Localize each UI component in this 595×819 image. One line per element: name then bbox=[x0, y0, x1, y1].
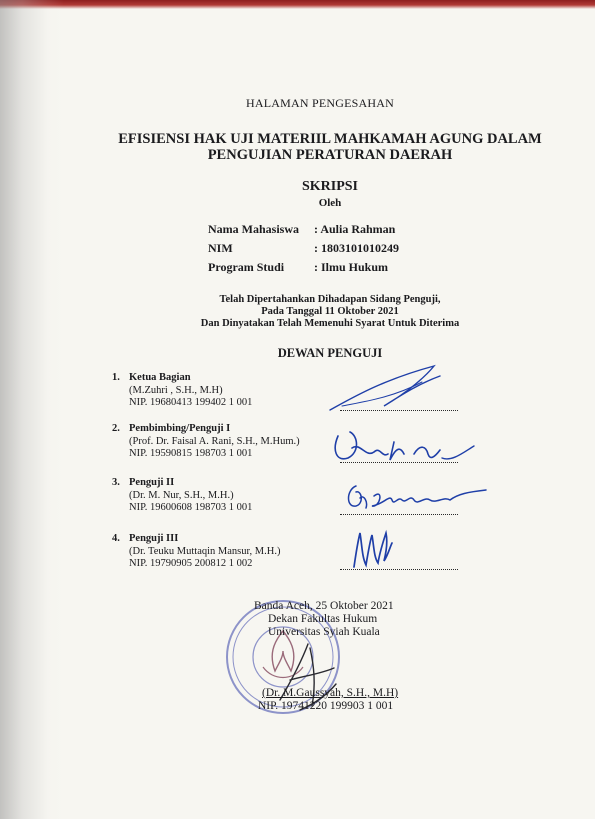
document-type: SKRIPSI bbox=[301, 179, 359, 194]
examiner-name: (Dr. M. Nur, S.H., M.H.) bbox=[129, 489, 234, 501]
student-name-value: : Aulia Rahman bbox=[314, 222, 396, 236]
examiner-name: (M.Zuhri , S.H., M.H) bbox=[129, 384, 223, 396]
examiner-nip: NIP. 19600608 198703 1 001 bbox=[129, 502, 253, 513]
examiner-name: (Dr. Teuku Muttaqin Mansur, M.H.) bbox=[129, 545, 281, 557]
statement-line3: Dan Dinyatakan Telah Memenuhi Syarat Untuk Diterima bbox=[200, 318, 460, 329]
page-header: HALAMAN PENGESAHAN bbox=[246, 96, 394, 110]
scan-shadow-left bbox=[0, 0, 64, 819]
examiner-role: Pembimbing/Penguji I bbox=[129, 423, 231, 434]
closing-block bbox=[254, 600, 394, 639]
statement-line1: Telah Dipertahankan Dihadapan Sidang Penguji, bbox=[219, 294, 441, 305]
signature-2-icon bbox=[330, 418, 480, 470]
study-program-label: Program Studi bbox=[208, 260, 285, 274]
place-date: Banda Aceh, 25 Oktober 2021 bbox=[254, 600, 394, 612]
student-nim-value: : 1803101010249 bbox=[314, 241, 399, 255]
examiner-number: 1. bbox=[112, 372, 120, 383]
thesis-title-line1: EFISIENSI HAK UJI MATERIIL MAHKAMAH AGUNG DALAM bbox=[118, 131, 542, 147]
board-title: DEWAN PENGUJI bbox=[277, 346, 383, 360]
dean-name: (Dr. M.Gaussyah, S.H., M.H) bbox=[262, 687, 399, 699]
examiner-nip: NIP. 19680413 199402 1 001 bbox=[129, 397, 253, 408]
institution-name: Universitas Syiah Kuala bbox=[268, 626, 380, 638]
study-program-value: : Ilmu Hukum bbox=[314, 260, 389, 274]
thesis-title-line2: PENGUJIAN PERATURAN DAERAH bbox=[207, 147, 453, 163]
examiner-3 bbox=[112, 477, 252, 515]
examiner-name: (Prof. Dr. Faisal A. Rani, S.H., M.Hum.) bbox=[129, 435, 300, 447]
student-name-label: Nama Mahasiswa bbox=[208, 222, 300, 236]
examiner-4 bbox=[112, 533, 280, 571]
examiner-number: 2. bbox=[112, 423, 120, 434]
signature-3-icon bbox=[340, 478, 490, 514]
examiner-role: Penguji II bbox=[129, 477, 175, 488]
examiner-nip: NIP. 19790905 200812 1 002 bbox=[129, 558, 253, 569]
examiner-role: Ketua Bagian bbox=[129, 372, 191, 383]
signature-4-icon bbox=[346, 527, 396, 571]
examiner-1 bbox=[112, 372, 252, 410]
examiner-role: Penguji III bbox=[129, 533, 179, 544]
examiner-2 bbox=[112, 423, 300, 461]
examiner-number: 3. bbox=[112, 477, 120, 488]
defense-statement bbox=[10, 294, 595, 330]
by-label: Oleh bbox=[318, 197, 342, 209]
student-nim-label: NIM bbox=[208, 241, 233, 255]
examiner-nip: NIP. 19590815 198703 1 001 bbox=[129, 448, 253, 459]
thesis-title bbox=[10, 131, 595, 163]
study-program-row bbox=[208, 260, 388, 276]
student-name-row bbox=[208, 222, 395, 238]
examiner-number: 4. bbox=[112, 533, 120, 544]
scan-edge-top bbox=[0, 0, 595, 9]
statement-line2: Pada Tanggal 11 Oktober 2021 bbox=[261, 306, 399, 317]
student-nim-row bbox=[208, 241, 399, 257]
dean-position: Dekan Fakultas Hukum bbox=[268, 613, 378, 625]
signature-1-icon bbox=[322, 362, 442, 414]
dean-nip: NIP. 19741220 199903 1 001 bbox=[258, 700, 394, 712]
